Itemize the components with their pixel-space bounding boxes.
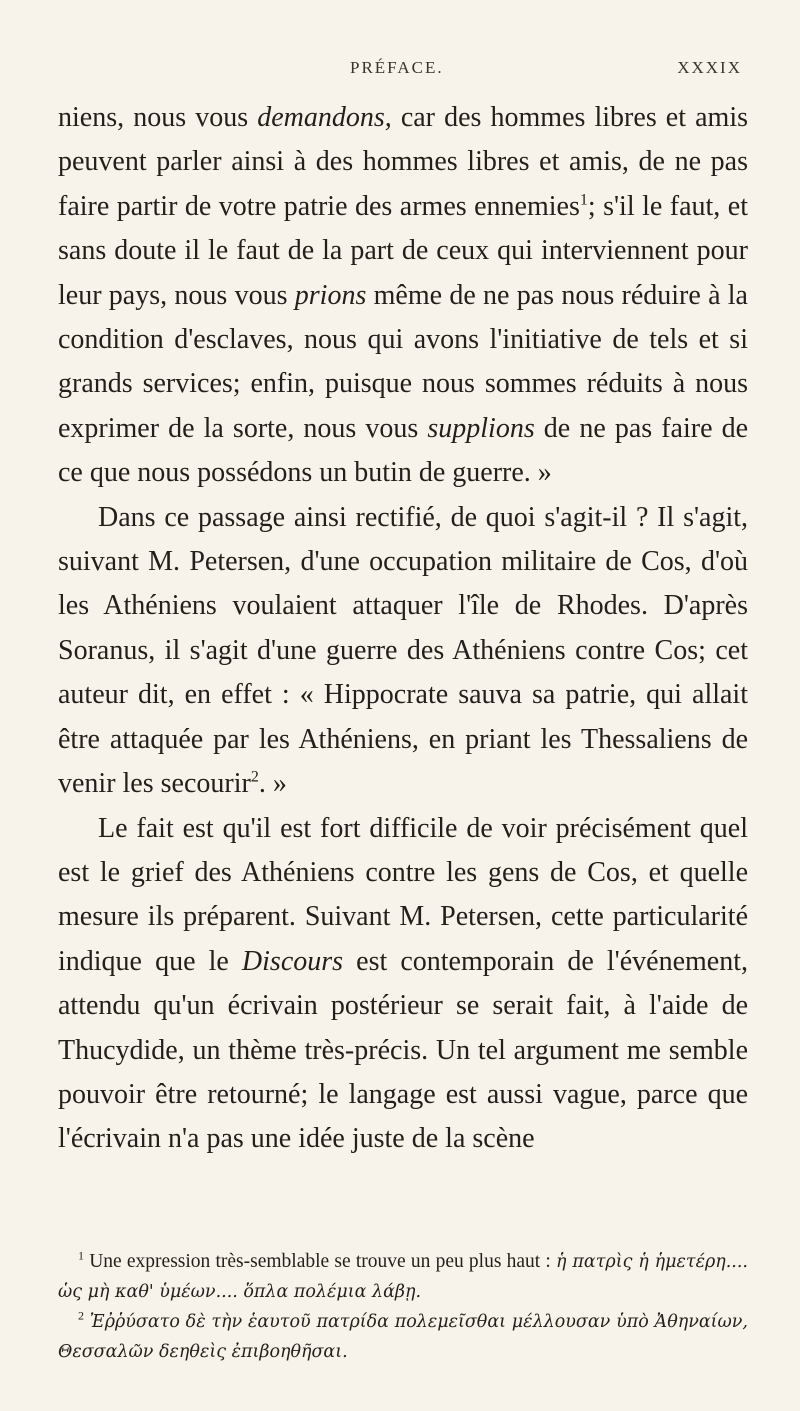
- footnotes: [58, 1247, 748, 1367]
- italic-run: supplions: [427, 412, 535, 444]
- greek-quotation: Ἐῤῥύσατο δὲ τὴν ἑαυτοῦ πατρίδα πολεμεῖσθαι μέλλουσαν ὑπὸ Ἀθηναίων, Θεσσαλῶν δεηθεὶς ἐπιβοηθῆσαι.: [58, 1312, 748, 1362]
- footnote-1: [58, 1247, 748, 1307]
- footnote-ref-2[interactable]: 2: [250, 768, 259, 786]
- paragraph-2: [58, 496, 748, 807]
- footnote-text: Une expression très-semblable se trouve un peu plus haut :: [84, 1251, 557, 1272]
- text-run: même de ne pas nous réduire à la condition d'esclaves, nous qui avons l'initiative de tels et si grands services; enfin, puisque nous sommes réduits à nous exprimer de la sorte, nous vous: [58, 279, 748, 444]
- italic-run: demandons,: [257, 102, 392, 133]
- text-run: niens, nous vous: [58, 102, 258, 133]
- greek-quotation: ἡ πατρὶς ἡ ἡμετέρη.... ὡς μὴ καθ' ὑμέων.... ὅπλα πολέμια λάβῃ.: [58, 1252, 748, 1302]
- italic-run: Discours: [241, 945, 344, 977]
- footnote-number: 2: [78, 1308, 84, 1323]
- footnote-number: 1: [78, 1248, 84, 1263]
- italic-run: prions: [294, 279, 367, 311]
- text-run: . »: [258, 768, 287, 800]
- footnote-ref-1[interactable]: 1: [579, 191, 588, 209]
- running-head: [58, 58, 742, 84]
- running-title: PRÉFACE.: [350, 58, 444, 77]
- text-run: car des hommes libres et amis peuvent parler ainsi à des hommes libres et amis, de ne pas faire partir de votre patrie des armes ennemies: [58, 102, 748, 222]
- footnote-2: [58, 1307, 748, 1367]
- text-run: de ne pas faire de ce que nous possédons un butin de guerre. »: [58, 412, 749, 489]
- paragraph-1: [58, 96, 748, 496]
- body-text: [58, 96, 748, 1162]
- page-number: XXXIX: [677, 58, 742, 77]
- text-run: ; s'il le faut, et sans doute il le faut de la part de ceux qui interviennent pour leur pays, nous vous: [58, 190, 748, 311]
- text-run: Le fait est qu'il est fort difficile de voir précisément quel est le grief des Athéniens contre les gens de Cos, et quelle mesure ils préparent. Suivant M. Petersen, cette particularité indique que le: [58, 812, 748, 977]
- text-run: est contemporain de l'événement, attendu qu'un écrivain postérieur se serait fait, à l'aide de Thucydide, un thème très-précis. Un tel argument me semble pouvoir être retourné; le langage est aussi vague, parce que l'écrivain n'a pas une idée juste de la scène: [58, 945, 749, 1155]
- paragraph-3: [58, 807, 748, 1162]
- text-run: Dans ce passage ainsi rectifié, de quoi s'agit-il ? Il s'agit, suivant M. Petersen, d'une occupation militaire de Cos, d'où les Athéniens voulaient attaquer l'île de Rhodes. D'après Soranus, il s'agit d'une guerre des Athéniens contre Cos; cet auteur dit, en effet : « Hippocrate sauva sa patrie, qui allait être attaquée par les Athéniens, en priant les Thessaliens de venir les secourir: [58, 501, 748, 800]
